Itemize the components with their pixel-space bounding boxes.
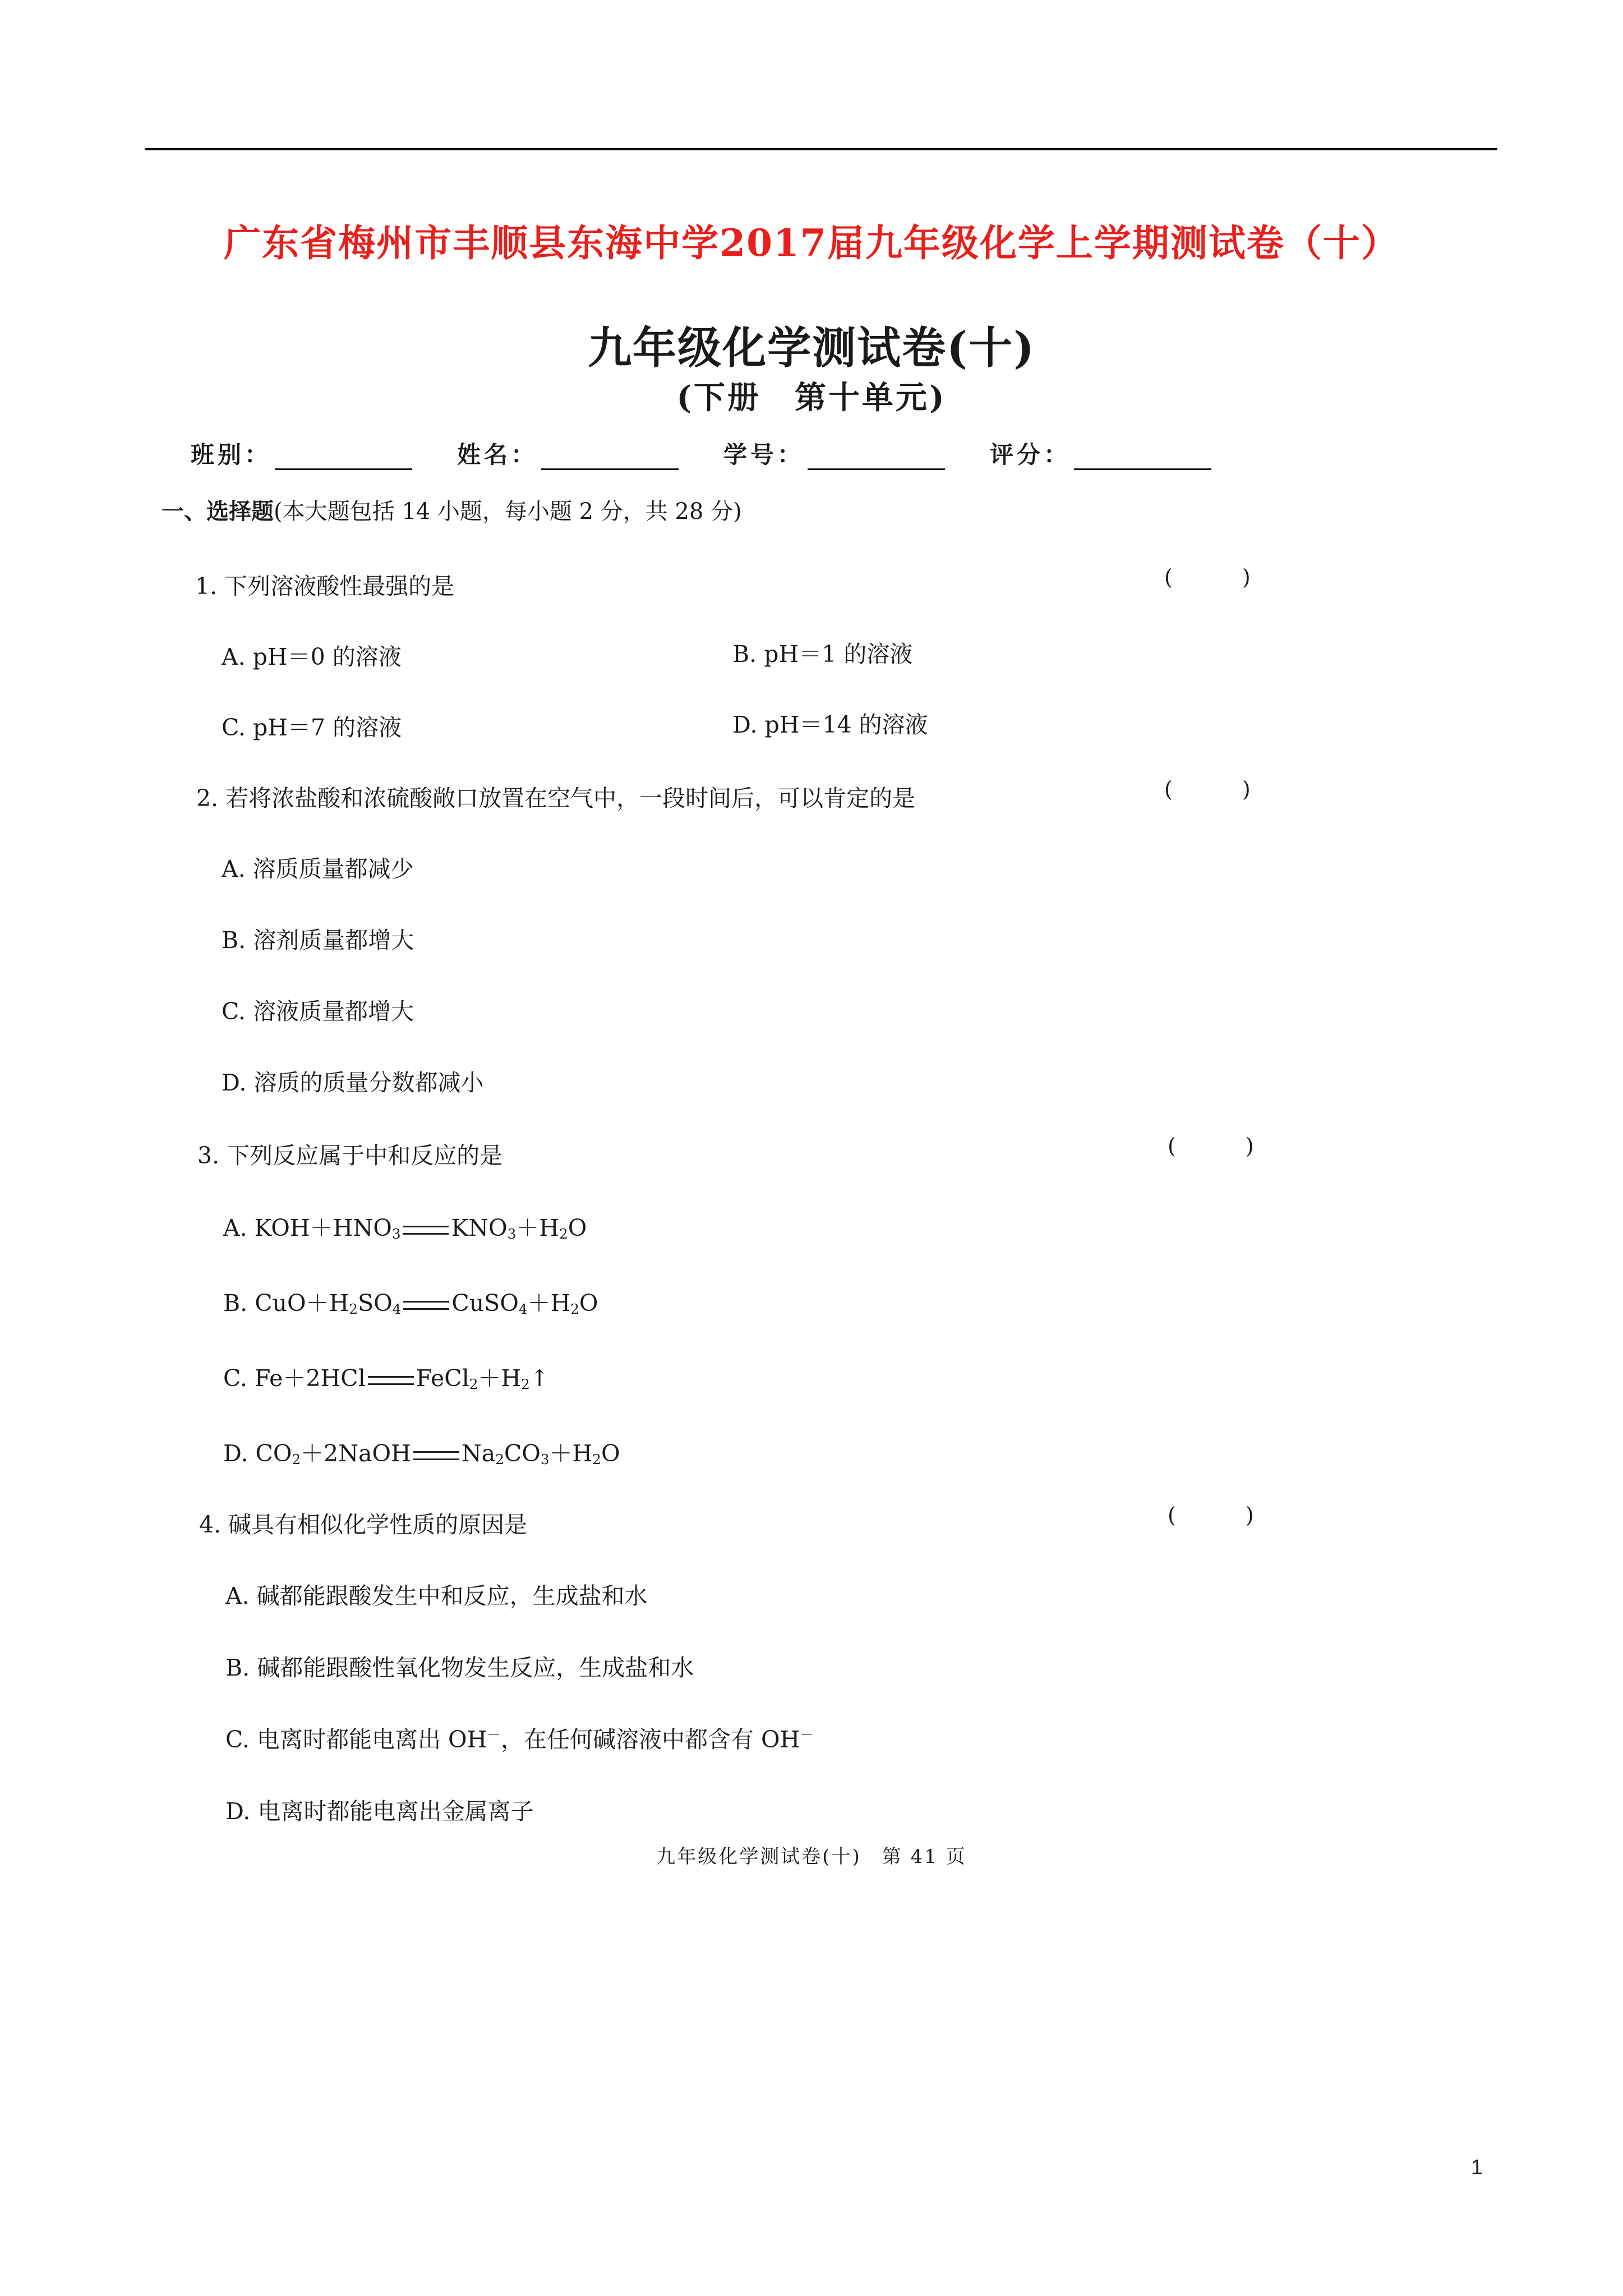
q1-stem: 1. 下列溶液酸性最强的是: [195, 573, 455, 600]
exam-title: 九年级化学测试卷(十): [588, 323, 1035, 374]
id-blank[interactable]: [808, 447, 945, 470]
document-header-title: 广东省梅州市丰顺县东海中学2017届九年级化学上学期测试卷（十）: [224, 221, 1399, 265]
q1-option-b[interactable]: B. pH＝1 的溶液: [732, 641, 913, 668]
q4-option-a[interactable]: A. 碱都能跟酸发生中和反应，生成盐和水: [225, 1582, 648, 1609]
q4-option-b[interactable]: B. 碱都能跟酸性氧化物发生反应，生成盐和水: [225, 1654, 694, 1681]
q1-option-a[interactable]: A. pH＝0 的溶液: [222, 643, 402, 670]
q2-answer-paren[interactable]: ( ): [1164, 777, 1282, 802]
exam-subtitle: (下册 第十单元): [676, 379, 947, 416]
q1-option-c[interactable]: C. pH＝7 的溶液: [222, 714, 402, 741]
page-footer: 九年级化学测试卷(十) 第 41 页: [656, 1846, 967, 1868]
q2-option-a[interactable]: A. 溶质质量都减少: [222, 855, 414, 882]
q3-answer-paren[interactable]: ( ): [1168, 1134, 1285, 1158]
q3-option-c[interactable]: C. Fe＋2HCl $FeCl_2+H_2↑$: [223, 1365, 550, 1392]
class-field: [191, 436, 412, 470]
q4-answer-paren[interactable]: ( ): [1168, 1503, 1285, 1527]
equals-sign: [368, 1376, 414, 1385]
top-rule: [145, 148, 1497, 150]
q2-option-c[interactable]: C. 溶液质量都增大: [222, 998, 414, 1025]
q4-option-c[interactable]: C. 电离时都能电离出 OH－，在任何碱溶液中都含有 OH－: [225, 1726, 814, 1753]
q3-option-b[interactable]: B. $CuO+H_2SO_4$ $CuSO_4+H_2O$: [223, 1290, 598, 1317]
equals-sign: [403, 1226, 449, 1235]
name-field: [457, 436, 679, 470]
score-label: 评分：: [990, 441, 1071, 468]
q4-option-d[interactable]: D. 电离时都能电离出金属离子: [225, 1798, 534, 1825]
section-title: 一、选择题: [162, 498, 274, 524]
section-heading: [162, 494, 742, 526]
q2-option-d[interactable]: D. 溶质的质量分数都减小: [222, 1069, 484, 1096]
gas-arrow-icon: ↑: [529, 1365, 550, 1392]
name-blank[interactable]: [541, 447, 679, 470]
q2-stem: 2. 若将浓盐酸和浓硫酸敞口放置在空气中，一段时间后，可以肯定的是: [196, 785, 916, 812]
q3-option-a[interactable]: A. $KOH+HNO_3$ $KNO_3+H_2O$: [223, 1214, 587, 1242]
page-number: 1: [1470, 2156, 1483, 2179]
q2-option-b[interactable]: B. 溶剂质量都增大: [222, 927, 414, 954]
q1-option-d[interactable]: D. pH＝14 的溶液: [732, 711, 928, 738]
equals-sign: [403, 1301, 449, 1310]
q3-option-d[interactable]: D. $CO_2+2NaOH$ $Na_2CO_3+H_2O$: [223, 1440, 620, 1467]
section-note: (本大题包括 14 小题，每小题 2 分，共 28 分): [274, 499, 742, 524]
score-field: [990, 436, 1211, 470]
id-label: 学号：: [723, 441, 805, 468]
q1-answer-paren[interactable]: ( ): [1164, 565, 1282, 590]
id-field: [723, 436, 945, 470]
equals-sign: [413, 1451, 459, 1460]
q3-stem: 3. 下列反应属于中和反应的是: [197, 1142, 503, 1169]
score-blank[interactable]: [1074, 447, 1211, 470]
class-label: 班别：: [191, 441, 272, 468]
q4-stem: 4. 碱具有相似化学性质的原因是: [199, 1511, 528, 1538]
name-label: 姓名：: [457, 441, 538, 468]
class-blank[interactable]: [275, 447, 412, 470]
